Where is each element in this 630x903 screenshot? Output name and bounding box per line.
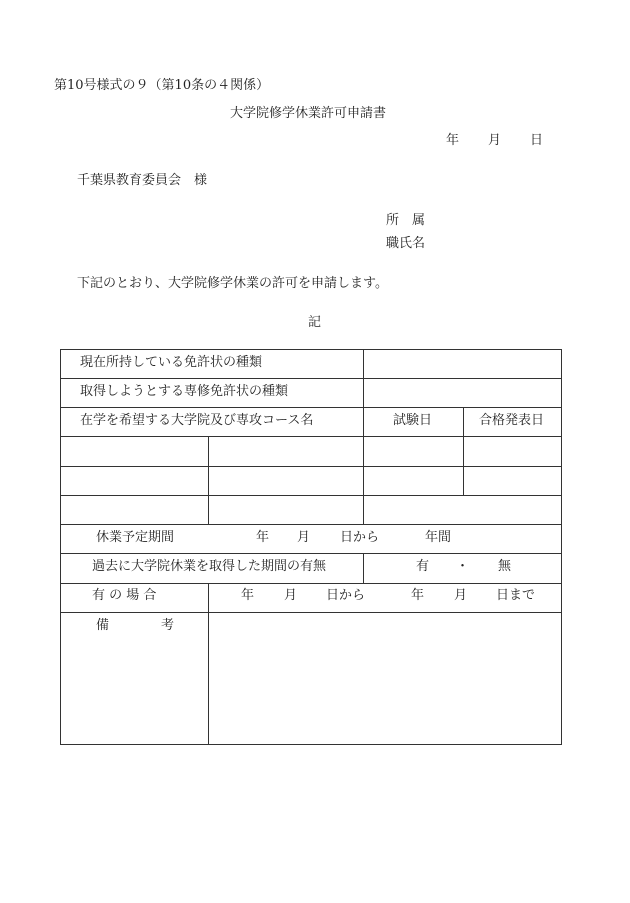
range-day-to: 日まで <box>496 588 536 603</box>
table-line <box>208 583 209 745</box>
addressee: 千葉県教育委員会 様 <box>77 173 208 188</box>
range-month-to: 月 <box>454 588 468 603</box>
table-line <box>208 436 209 524</box>
intro-text: 下記のとおり、大学院修学休業の許可を申請します。 <box>77 276 388 291</box>
range-year-to: 年 <box>411 588 425 603</box>
affiliation-label: 所 属 <box>386 213 426 228</box>
past-leave-dot: ・ <box>456 559 470 574</box>
table-line <box>60 744 562 745</box>
range-month-from: 月 <box>284 588 298 603</box>
leave-years-label: 年間 <box>425 530 452 545</box>
page-title: 大学院修学休業許可申請書 <box>230 106 387 121</box>
table-line <box>463 407 464 495</box>
table-line <box>363 349 364 524</box>
graduate-school-label: 在学を希望する大学院及び専攻コース名 <box>80 413 314 428</box>
form-number: 第10号様式の９（第10条の４関係） <box>54 78 270 93</box>
table-line <box>561 349 562 745</box>
table-line <box>363 553 364 583</box>
result-date-label: 合格発表日 <box>479 413 545 428</box>
position-name-label: 職氏名 <box>386 236 426 251</box>
leave-month-label: 月 <box>297 530 311 545</box>
table-line <box>60 378 562 379</box>
leave-year-label: 年 <box>256 530 270 545</box>
date-day-label: 日 <box>530 133 544 148</box>
range-year-from: 年 <box>241 588 255 603</box>
table-line <box>60 553 562 554</box>
date-month-label: 月 <box>488 133 502 148</box>
table-line <box>60 349 61 745</box>
table-line <box>60 466 562 467</box>
past-leave-yes: 有 <box>416 559 430 574</box>
table-line <box>60 407 562 408</box>
if-yes-label: 有 の 場 合 <box>92 588 157 603</box>
table-line <box>60 524 562 525</box>
table-line <box>60 495 562 496</box>
past-leave-label: 過去に大学院休業を取得した期間の有無 <box>92 559 327 574</box>
range-day-from: 日から <box>326 588 366 603</box>
leave-day-from-label: 日から <box>340 530 380 545</box>
leave-period-label: 休業予定期間 <box>96 530 175 545</box>
remarks-label: 備 考 <box>96 618 175 633</box>
table-line <box>60 612 562 613</box>
exam-date-label: 試験日 <box>393 413 433 428</box>
current-license-label: 現在所持している免許状の種類 <box>80 355 263 370</box>
table-line <box>60 583 562 584</box>
ki-heading: 記 <box>308 315 322 330</box>
date-year-label: 年 <box>446 133 460 148</box>
target-license-label: 取得しようとする専修免許状の種類 <box>80 384 289 399</box>
table-line <box>60 436 562 437</box>
past-leave-no: 無 <box>498 559 512 574</box>
table-line <box>60 349 562 350</box>
